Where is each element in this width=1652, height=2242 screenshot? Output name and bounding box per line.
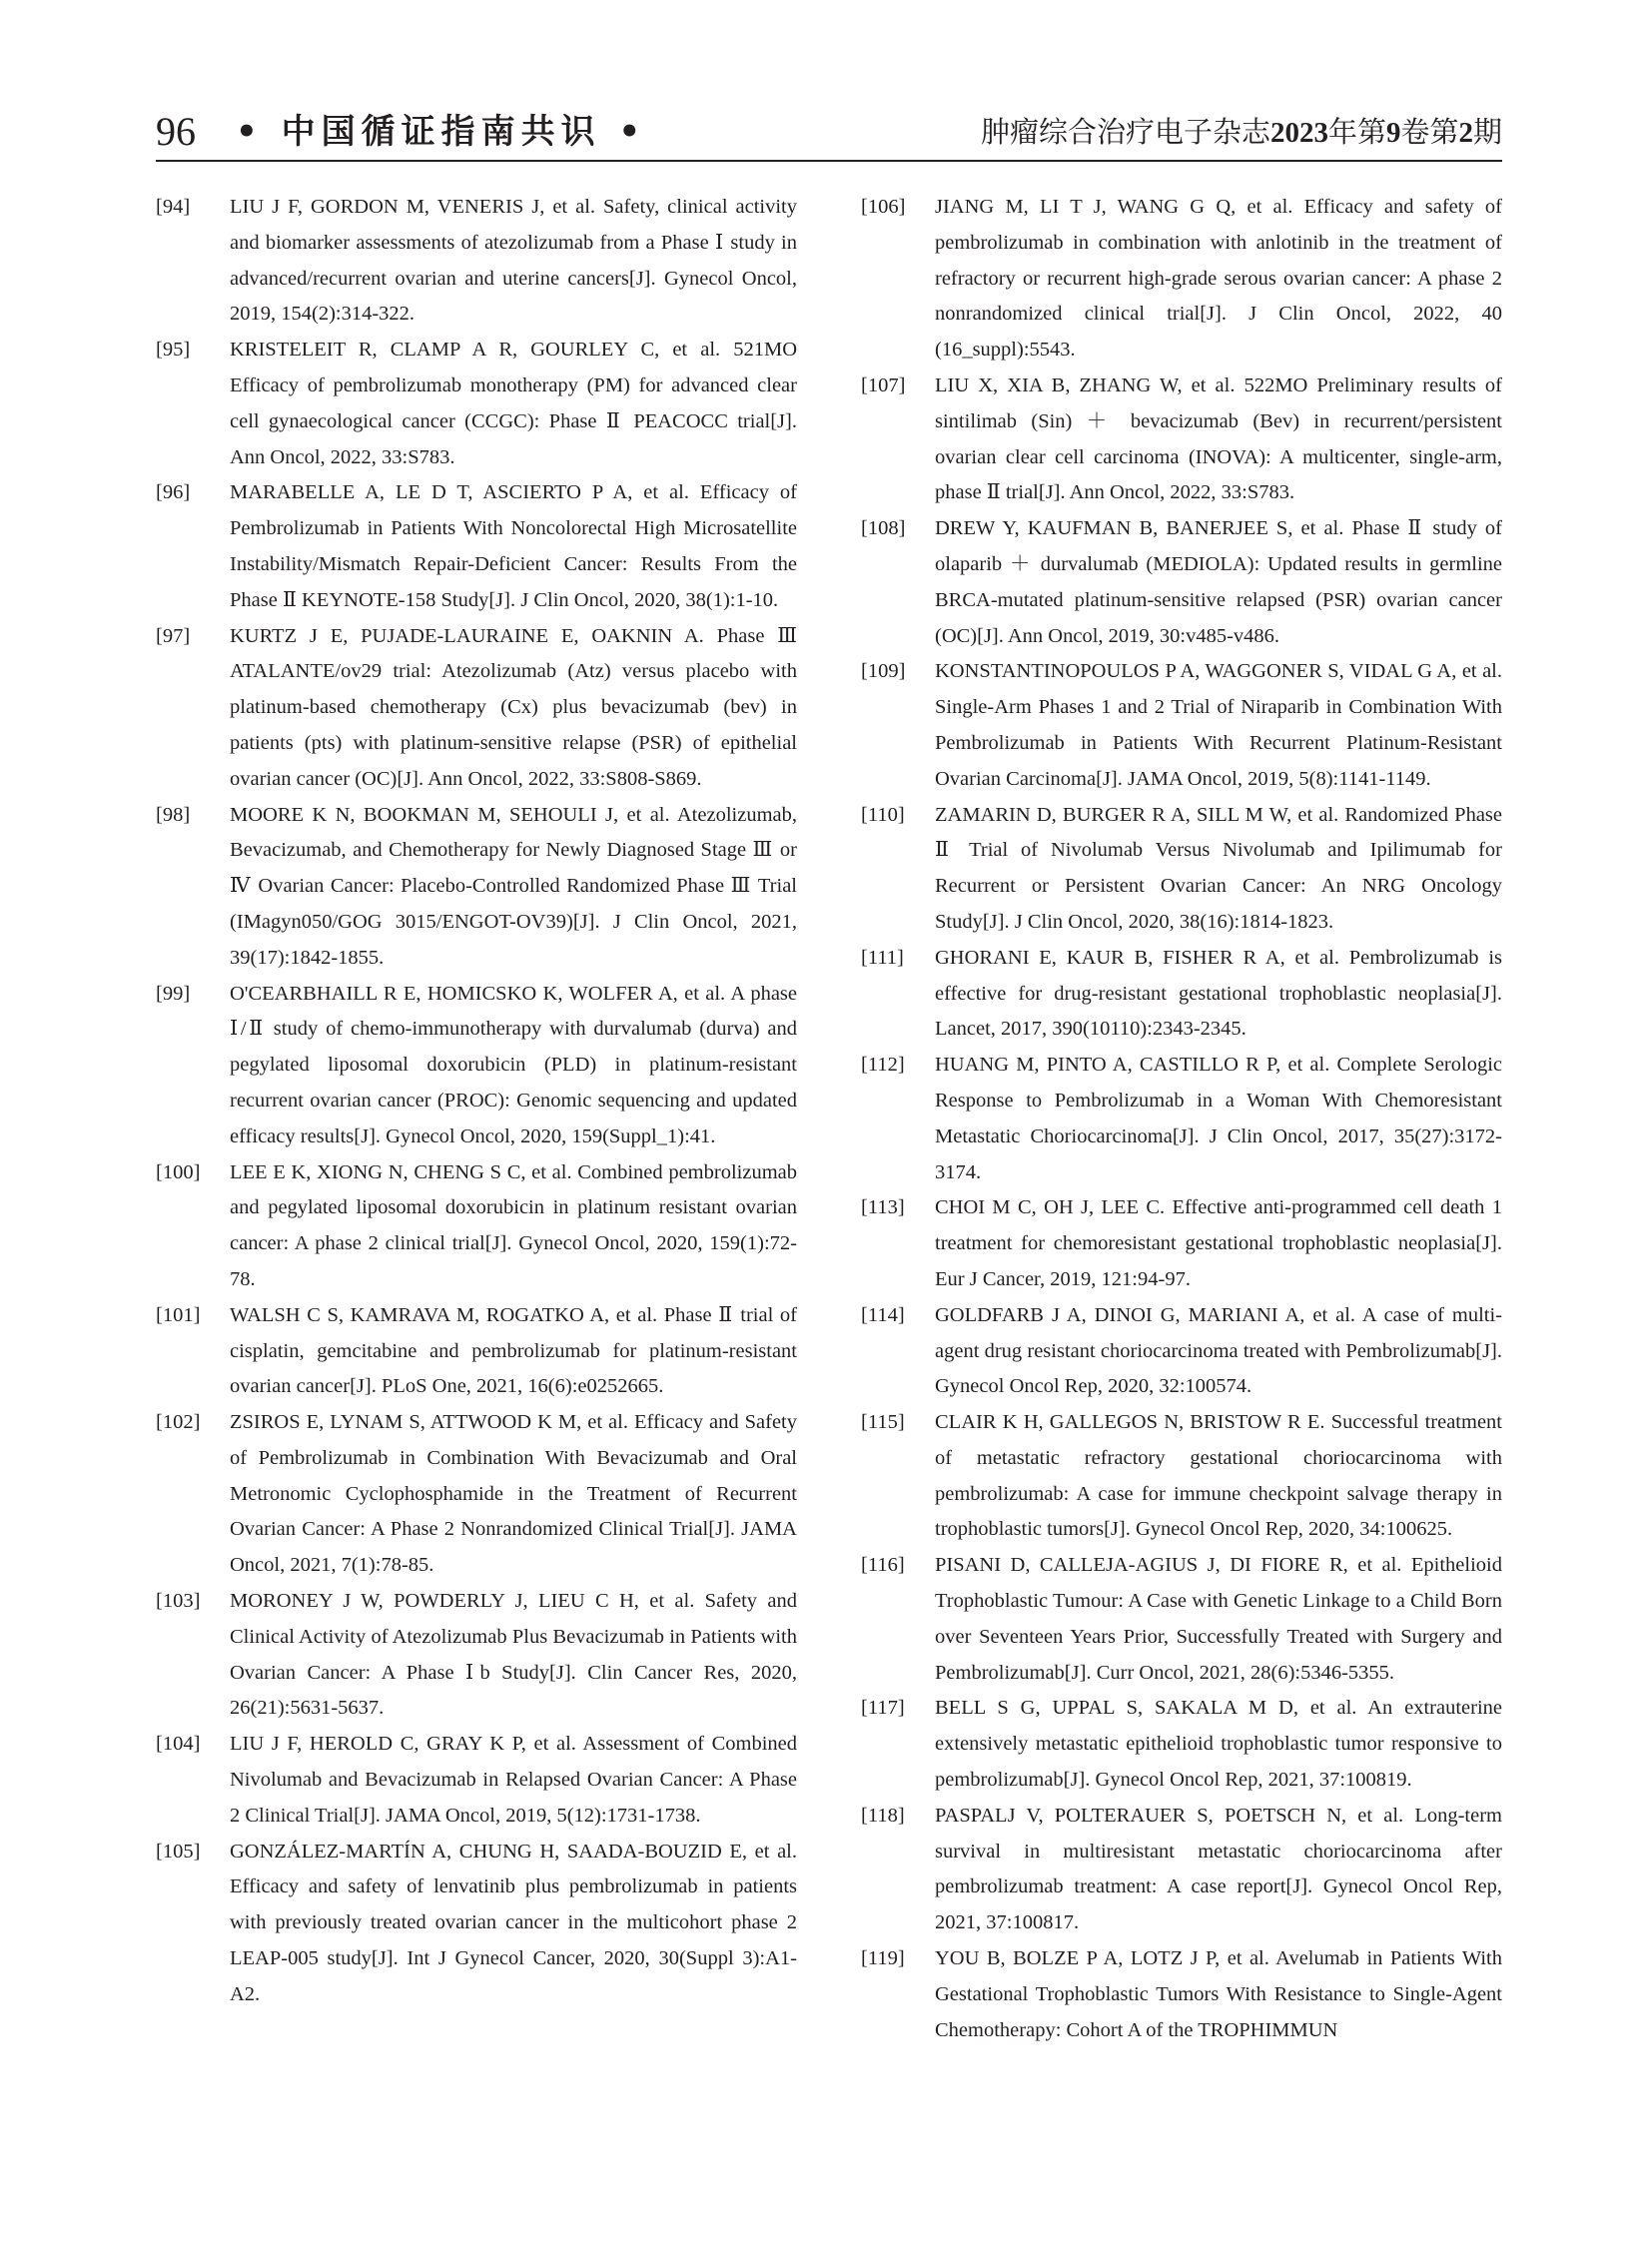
reference-text: BELL S G, UPPAL S, SAKALA M D, et al. An extrauterine extensively metastatic epithelioid trophoblastic tumor responsive to pembrolizumab[J]. Gynecol Oncol Rep, 2021, 37:100819. [935, 1697, 1502, 1792]
reference-item [156, 333, 797, 475]
reference-number: [117] [861, 1697, 905, 1720]
reference-text: GOLDFARB J A, DINOI G, MARIANI A, et al. A case of multi-agent drug resistant choriocarcinoma treated with Pembrolizumab[J]. Gynecol Oncol Rep, 2020, 32:100574. [935, 1303, 1502, 1398]
reference-item [861, 1941, 1502, 2048]
reference-item [861, 798, 1502, 941]
reference-item [156, 619, 797, 798]
reference-number: [110] [861, 803, 905, 826]
reference-item [861, 190, 1502, 369]
issue-number: 2 [1458, 117, 1473, 149]
reference-text: KRISTELEIT R, CLAMP A R, GOURLEY C, et al. 521MO Efficacy of pembrolizumab monotherapy (PM) for advanced clear cell gynaecological cancer (CCGC): Phase Ⅱ PEACOCC trial[J]. Ann Oncol, 2022, 33:S783. [230, 339, 797, 468]
reference-text: GHORANI E, KAUR B, FISHER R A, et al. Pembrolizumab is effective for drug-resistant gestational trophoblastic neoplasia[J]. Lancet, 2017, 390(10110):2343-2345. [935, 946, 1502, 1041]
reference-number: [99] [156, 982, 191, 1005]
reference-number: [100] [156, 1160, 201, 1183]
reference-item [156, 1835, 797, 2013]
reference-item [861, 1691, 1502, 1798]
reference-number: [103] [156, 1590, 201, 1613]
issue-volume: 9 [1385, 117, 1401, 149]
header-rule [156, 160, 1502, 162]
reference-item [861, 1298, 1502, 1405]
reference-number: [95] [156, 339, 191, 362]
reference-number: [112] [861, 1054, 905, 1077]
label-nian: 年第 [1327, 115, 1386, 149]
reference-item [156, 977, 797, 1155]
reference-number: [94] [156, 196, 191, 218]
reference-number: [108] [861, 517, 906, 540]
reference-text: DREW Y, KAUFMAN B, BANERJEE S, et al. Phase Ⅱ study of olaparib ＋ durvalumab (MEDIOLA): Updated results in germline BRCA-mutated platinum-sensitive relapsed (PSR) ovarian cancer (OC)[J]. Ann Oncol, 2019, 30:v485-v486. [935, 517, 1502, 647]
reference-item [861, 1190, 1502, 1297]
reference-number: [119] [861, 1947, 905, 1970]
reference-item [861, 654, 1502, 797]
reference-text: PISANI D, CALLEJA-AGIUS J, DI FIORE R, et al. Epithelioid Trophoblastic Tumour: A Case with Genetic Linkage to a Child Born over Seventeen Years Prior, Successfully Treated with Surgery and Pembrolizumab[J]. Curr Oncol, 2021, 28(6):5346-5355. [935, 1554, 1502, 1684]
reference-text: LIU X, XIA B, ZHANG W, et al. 522MO Preliminary results of sintilimab (Sin) ＋ bevacizumab (Bev) in recurrent/persistent ovarian clear cell carcinoma (INOVA): A multicenter, single-arm, phase Ⅱ trial[J]. Ann Oncol, 2022, 33:S783. [935, 374, 1502, 504]
page-header [156, 108, 1502, 158]
reference-number: [111] [861, 946, 904, 969]
reference-text: PASPALJ V, POLTERAUER S, POETSCH N, et al. Long-term survival in multiresistant metastatic choriocarcinoma after pembrolizumab treatment: A case report[J]. Gynecol Oncol Rep, 2021, 37:100817. [935, 1804, 1502, 1934]
label-qi: 期 [1472, 115, 1502, 149]
reference-number: [115] [861, 1411, 905, 1434]
reference-text: JIANG M, LI T J, WANG G Q, et al. Efficacy and safety of pembrolizumab in combination with anlotinib in the treatment of refractory or recurrent high-grade serous ovarian cancer: A phase 2 nonrandomized clinical trial[J]. J Clin Oncol, 2022, 40 (16_suppl):5543. [935, 196, 1502, 362]
reference-number: [102] [156, 1411, 201, 1434]
reference-column-right [861, 190, 1502, 2048]
reference-text: KURTZ J E, PUJADE-LAURAINE E, OAKNIN A. Phase Ⅲ ATALANTE/ov29 trial: Atezolizumab (Atz) versus placebo with platinum-based chemotherapy (Cx) plus bevacizumab (bev) in patients (pts) with platinum-sensitive relapse (PSR) of epithelial ovarian cancer (OC)[J]. Ann Oncol, 2022, 33:S808-S869. [230, 624, 797, 790]
reference-number: [116] [861, 1554, 905, 1577]
reference-number: [113] [861, 1196, 905, 1219]
reference-number: [106] [861, 196, 906, 218]
journal-name: 肿瘤综合治疗电子杂志 [980, 115, 1270, 149]
reference-item [156, 475, 797, 618]
reference-item [861, 511, 1502, 654]
reference-number: [118] [861, 1804, 905, 1827]
reference-number: [114] [861, 1303, 905, 1326]
reference-item [861, 369, 1502, 511]
reference-column-left [156, 190, 797, 2013]
reference-text: LIU J F, HEROLD C, GRAY K P, et al. Assessment of Combined Nivolumab and Bevacizumab in Relapsed Ovarian Cancer: A Phase 2 Clinical Trial[J]. JAMA Oncol, 2019, 5(12):1731-1738. [230, 1733, 797, 1827]
reference-text: HUANG M, PINTO A, CASTILLO R P, et al. Complete Serologic Response to Pembrolizumab in a Woman With Chemoresistant Metastatic Choriocarcinoma[J]. J Clin Oncol, 2017, 35(27):3172-3174. [935, 1054, 1502, 1183]
reference-item [861, 1548, 1502, 1691]
reference-number: [105] [156, 1840, 201, 1863]
reference-item [861, 1405, 1502, 1548]
reference-text: MORONEY J W, POWDERLY J, LIEU C H, et al. Safety and Clinical Activity of Atezolizumab Plus Bevacizumab in Patients with Ovarian Cancer: A Phase Ⅰb Study[J]. Clin Cancer Res, 2020, 26(21):5631-5637. [230, 1590, 797, 1720]
reference-number: [96] [156, 481, 191, 504]
reference-text: CLAIR K H, GALLEGOS N, BRISTOW R E. Successful treatment of metastatic refractory gestational choriocarcinoma with pembrolizumab: A case for immune checkpoint salvage therapy in trophoblastic tumors[J]. Gynecol Oncol Rep, 2020, 34:100625. [935, 1411, 1502, 1541]
reference-text: YOU B, BOLZE P A, LOTZ J P, et al. Avelumab in Patients With Gestational Trophoblastic Tumors With Resistance to Single-Agent Chemotherapy: Cohort A of the TROPHIMMUN [935, 1947, 1502, 2041]
reference-item [156, 1155, 797, 1298]
reference-text: CHOI M C, OH J, LEE C. Effective anti-programmed cell death 1 treatment for chemoresistant gestational trophoblastic neoplasia[J]. Eur J Cancer, 2019, 121:94-97. [935, 1196, 1502, 1290]
reference-text: WALSH C S, KAMRAVA M, ROGATKO A, et al. Phase Ⅱ trial of cisplatin, gemcitabine and pembrolizumab for platinum-resistant ovarian cancer[J]. PLoS One, 2021, 16(6):e0252665. [230, 1303, 797, 1398]
reference-item [861, 941, 1502, 1048]
page-number: 96 [156, 109, 196, 154]
reference-text: MARABELLE A, LE D T, ASCIERTO P A, et al. Efficacy of Pembrolizumab in Patients With Noncolorectal High Microsatellite Instability/Mismatch Repair-Deficient Cancer: Results From the Phase Ⅱ KEYNOTE-158 Study[J]. J Clin Oncol, 2020, 38(1):1-10. [230, 481, 797, 611]
reference-text: O'CEARBHAILL R E, HOMICSKO K, WOLFER A, et al. A phase Ⅰ/Ⅱ study of chemo-immunotherapy with durvalumab (durva) and pegylated liposomal doxorubicin (PLD) in platinum-resistant recurrent ovarian cancer (PROC): Genomic sequencing and updated efficacy results[J]. Gynecol Oncol, 2020, 159(Suppl_1):41. [230, 982, 797, 1147]
reference-text: ZAMARIN D, BURGER R A, SILL M W, et al. Randomized Phase Ⅱ Trial of Nivolumab Versus Nivolumab and Ipilimumab for Recurrent or Persistent Ovarian Cancer: An NRG Oncology Study[J]. J Clin Oncol, 2020, 38(16):1814-1823. [935, 803, 1502, 933]
reference-item [156, 190, 797, 333]
reference-text: GONZÁLEZ-MARTÍN A, CHUNG H, SAADA-BOUZID E, et al. Efficacy and safety of lenvatinib plus pembrolizumab in patients with previously treated ovarian cancer in the multicohort phase 2 LEAP-005 study[J]. Int J Gynecol Cancer, 2020, 30(Suppl 3):A1-A2. [230, 1840, 797, 2005]
reference-item [156, 1584, 797, 1727]
reference-item [156, 1727, 797, 1834]
reference-number: [107] [861, 374, 906, 396]
reference-item [156, 1405, 797, 1584]
reference-number: [97] [156, 624, 191, 647]
reference-number: [101] [156, 1303, 201, 1326]
reference-text: LIU J F, GORDON M, VENERIS J, et al. Safety, clinical activity and biomarker assessments of atezolizumab from a Phase Ⅰ study in advanced/recurrent ovarian and uterine cancers[J]. Gynecol Oncol, 2019, 154(2):314-322. [230, 196, 797, 326]
reference-text: LEE E K, XIONG N, CHENG S C, et al. Combined pembrolizumab and pegylated liposomal doxorubicin in platinum resistant ovarian cancer: A phase 2 clinical trial[J]. Gynecol Oncol, 2020, 159(1):72-78. [230, 1160, 797, 1290]
reference-number: [98] [156, 803, 191, 826]
reference-item [156, 798, 797, 977]
issue-year: 2023 [1269, 117, 1328, 149]
series-title: • 中国循证指南共识 • [236, 112, 647, 152]
journal-issue-info [981, 114, 1502, 151]
reference-text: ZSIROS E, LYNAM S, ATTWOOD K M, et al. Efficacy and Safety of Pembrolizumab in Combination With Bevacizumab and Oral Metronomic Cyclophosphamide in the Treatment of Recurrent Ovarian Cancer: A Phase 2 Nonrandomized Clinical Trial[J]. JAMA Oncol, 2021, 7(1):78-85. [230, 1411, 797, 1577]
reference-item [861, 1799, 1502, 1941]
reference-item [861, 1048, 1502, 1190]
reference-text: KONSTANTINOPOULOS P A, WAGGONER S, VIDAL G A, et al. Single-Arm Phases 1 and 2 Trial of Niraparib in Combination With Pembrolizumab in Patients With Recurrent Platinum-Resistant Ovarian Carcinoma[J]. JAMA Oncol, 2019, 5(8):1141-1149. [935, 660, 1502, 790]
label-juan: 卷第 [1400, 115, 1459, 149]
reference-item [156, 1298, 797, 1405]
reference-text: MOORE K N, BOOKMAN M, SEHOULI J, et al. Atezolizumab, Bevacizumab, and Chemotherapy for Newly Diagnosed Stage Ⅲ or Ⅳ Ovarian Cancer: Placebo-Controlled Randomized Phase Ⅲ Trial (IMagyn050/GOG 3015/ENGOT-OV39)[J]. J Clin Oncol, 2021, 39(17):1842-1855. [230, 803, 797, 969]
reference-number: [104] [156, 1733, 201, 1756]
reference-number: [109] [861, 660, 906, 683]
